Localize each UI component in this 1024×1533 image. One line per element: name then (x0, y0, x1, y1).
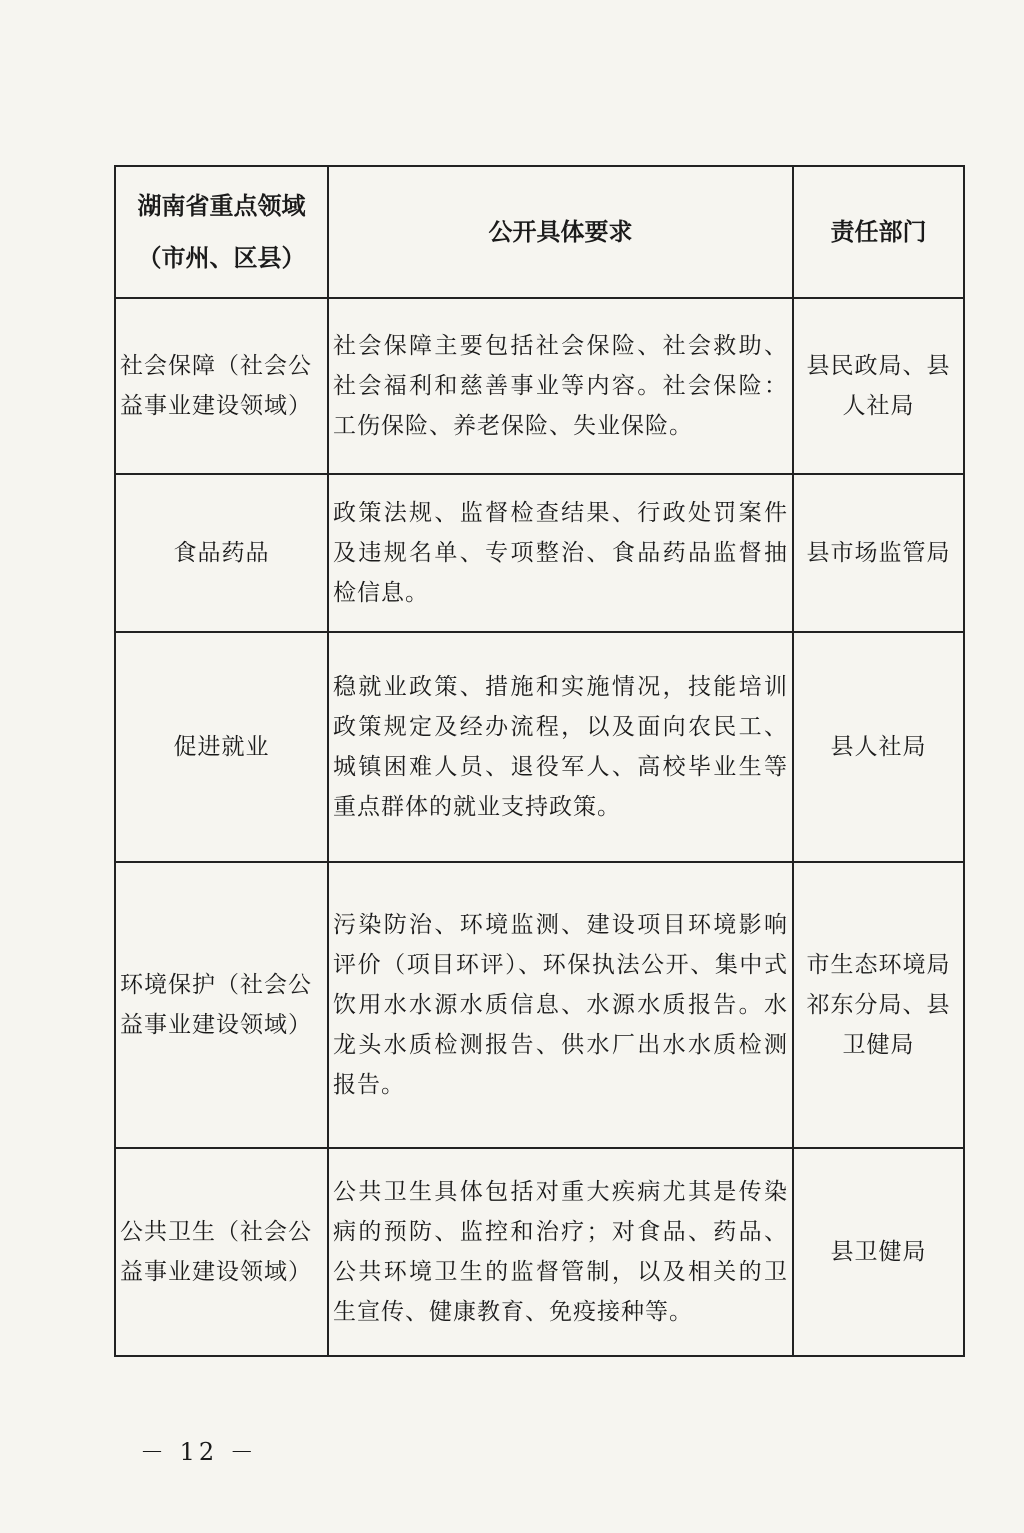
row-requirement: 公共卫生具体包括对重大疾病尤其是传染病的预防、监控和治疗；对食品、药品、公共环境卫生的监督管制，以及相关的卫生宣传、健康教育、免疫接种等。 (328, 1148, 793, 1356)
row-requirement: 污染防治、环境监测、建设项目环境影响评价（项目环评）、环保执法公开、集中式饮用水水源水质信息、水源水质报告。水龙头水质检测报告、供水厂出水水质检测报告。 (328, 862, 793, 1148)
table-header-row (115, 166, 964, 298)
row-area: 促进就业 (115, 632, 328, 862)
row-department: 县人社局 (793, 632, 964, 862)
row-requirement: 政策法规、监督检查结果、行政处罚案件及违规名单、专项整治、食品药品监督抽检信息。 (328, 474, 793, 632)
row-department: 县民政局、县人社局 (793, 298, 964, 474)
header-area-line2: （市州、区县） (137, 244, 306, 272)
row-department: 县市场监管局 (793, 474, 964, 632)
header-requirement: 公开具体要求 (328, 166, 793, 298)
header-area (115, 166, 328, 298)
table-row (115, 862, 964, 1148)
row-area: 公共卫生（社会公益事业建设领域） (115, 1148, 328, 1356)
row-area: 环境保护（社会公益事业建设领域） (115, 862, 328, 1148)
row-department: 市生态环境局祁东分局、县卫健局 (793, 862, 964, 1148)
header-department: 责任部门 (793, 166, 964, 298)
row-area: 社会保障（社会公益事业建设领域） (115, 298, 328, 474)
table-row (115, 632, 964, 862)
row-department: 县卫健局 (793, 1148, 964, 1356)
row-area: 食品药品 (115, 474, 328, 632)
page-number: － 12 － (140, 1438, 258, 1466)
table-row (115, 298, 964, 474)
row-requirement: 稳就业政策、措施和实施情况，技能培训政策规定及经办流程，以及面向农民工、城镇困难人员、退役军人、高校毕业生等重点群体的就业支持政策。 (328, 632, 793, 862)
table-row (115, 1148, 964, 1356)
row-requirement: 社会保障主要包括社会保险、社会救助、社会福利和慈善事业等内容。社会保险：工伤保险、养老保险、失业保险。 (328, 298, 793, 474)
header-area-line1: 湖南省重点领域 (137, 192, 306, 220)
table-row (115, 474, 964, 632)
disclosure-table (114, 165, 965, 1357)
